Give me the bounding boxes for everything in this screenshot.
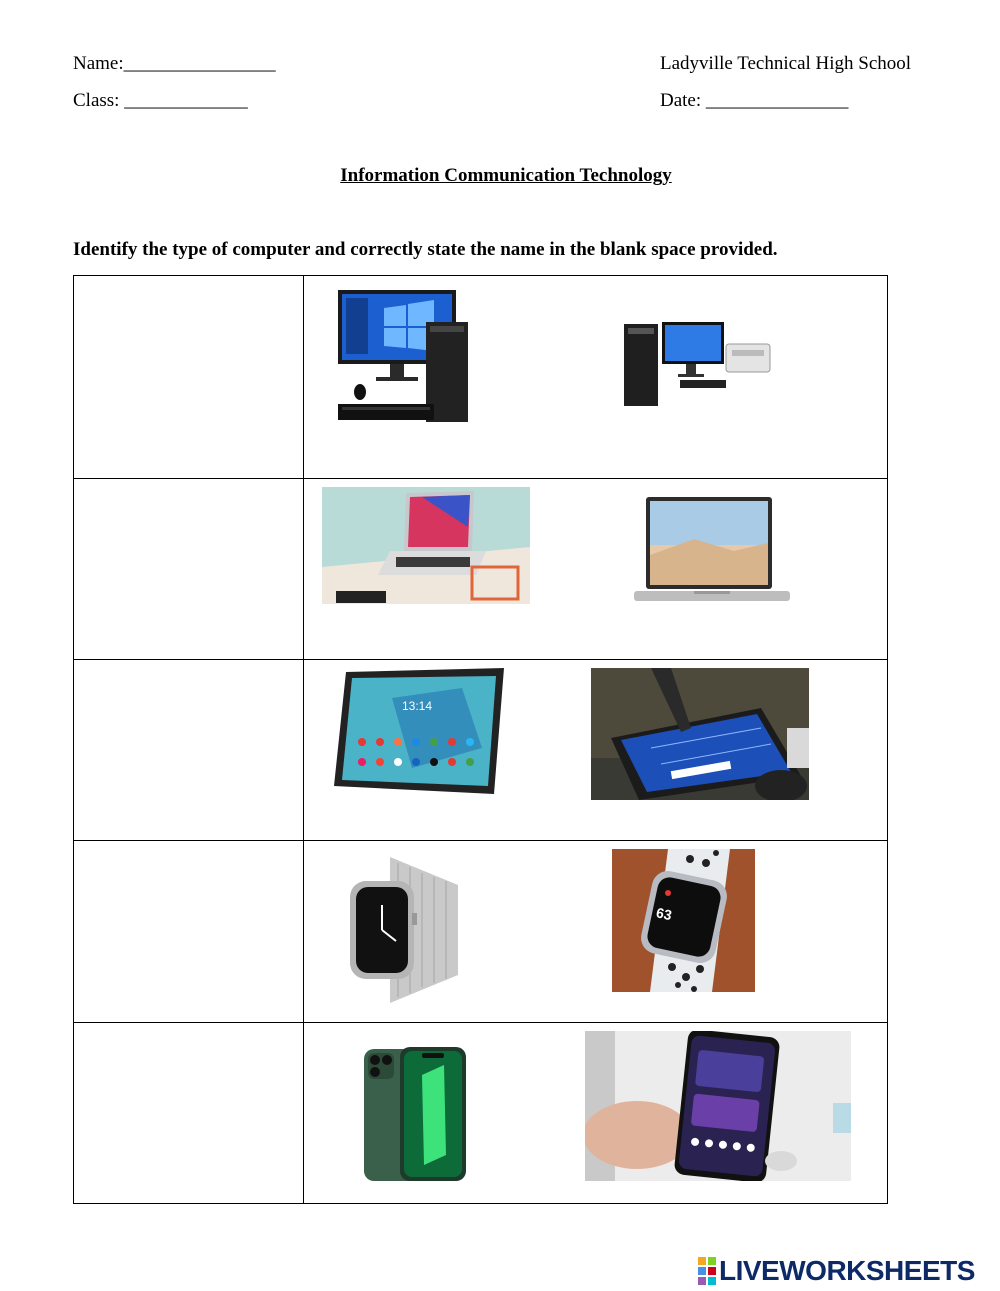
liveworksheets-logo [698,1255,975,1287]
images-cell [304,841,888,1023]
images-cell [304,660,888,841]
class-field-label: Class: _____________ [73,90,248,111]
images-cell [304,479,888,660]
logo-text: LIVEWORKSHEETS [719,1255,975,1286]
smartwatch-sport-band-image [612,849,755,992]
tablet-image [332,668,508,798]
laptop-image [634,495,790,606]
answer-cell[interactable] [74,660,304,841]
svg-text:13:14: 13:14 [402,699,433,713]
answer-cell[interactable] [74,479,304,660]
smartphone-in-hand-image [585,1031,851,1181]
logo-mark-icon [698,1257,716,1285]
date-field-label: Date: _______________ [660,90,849,111]
smartphone-green-image [362,1045,468,1183]
table-row [74,1023,888,1204]
laptop-on-desk-image [322,487,530,604]
answer-cell[interactable] [74,1023,304,1204]
images-cell [304,1023,888,1204]
desktop-computer-image [334,288,474,426]
rugged-tablet-in-use-image [591,668,809,800]
images-cell [304,276,888,479]
svg-text:63: 63 [654,904,674,924]
table-row [74,479,888,660]
table-row [74,276,888,479]
table-row [74,841,888,1023]
instruction-text: Identify the type of computer and correctly state the name in the blank space provided. [73,239,778,260]
identification-table [73,275,888,1204]
answer-cell[interactable] [74,841,304,1023]
name-field-label: Name:________________ [73,53,276,74]
answer-cell[interactable] [74,276,304,479]
worksheet-title: Information Communication Technology [340,165,672,186]
desktop-computer-with-printer-image [622,320,772,408]
school-name: Ladyville Technical High School [660,53,912,74]
smartwatch-milanese-band-image [348,855,468,1005]
table-row [74,660,888,841]
